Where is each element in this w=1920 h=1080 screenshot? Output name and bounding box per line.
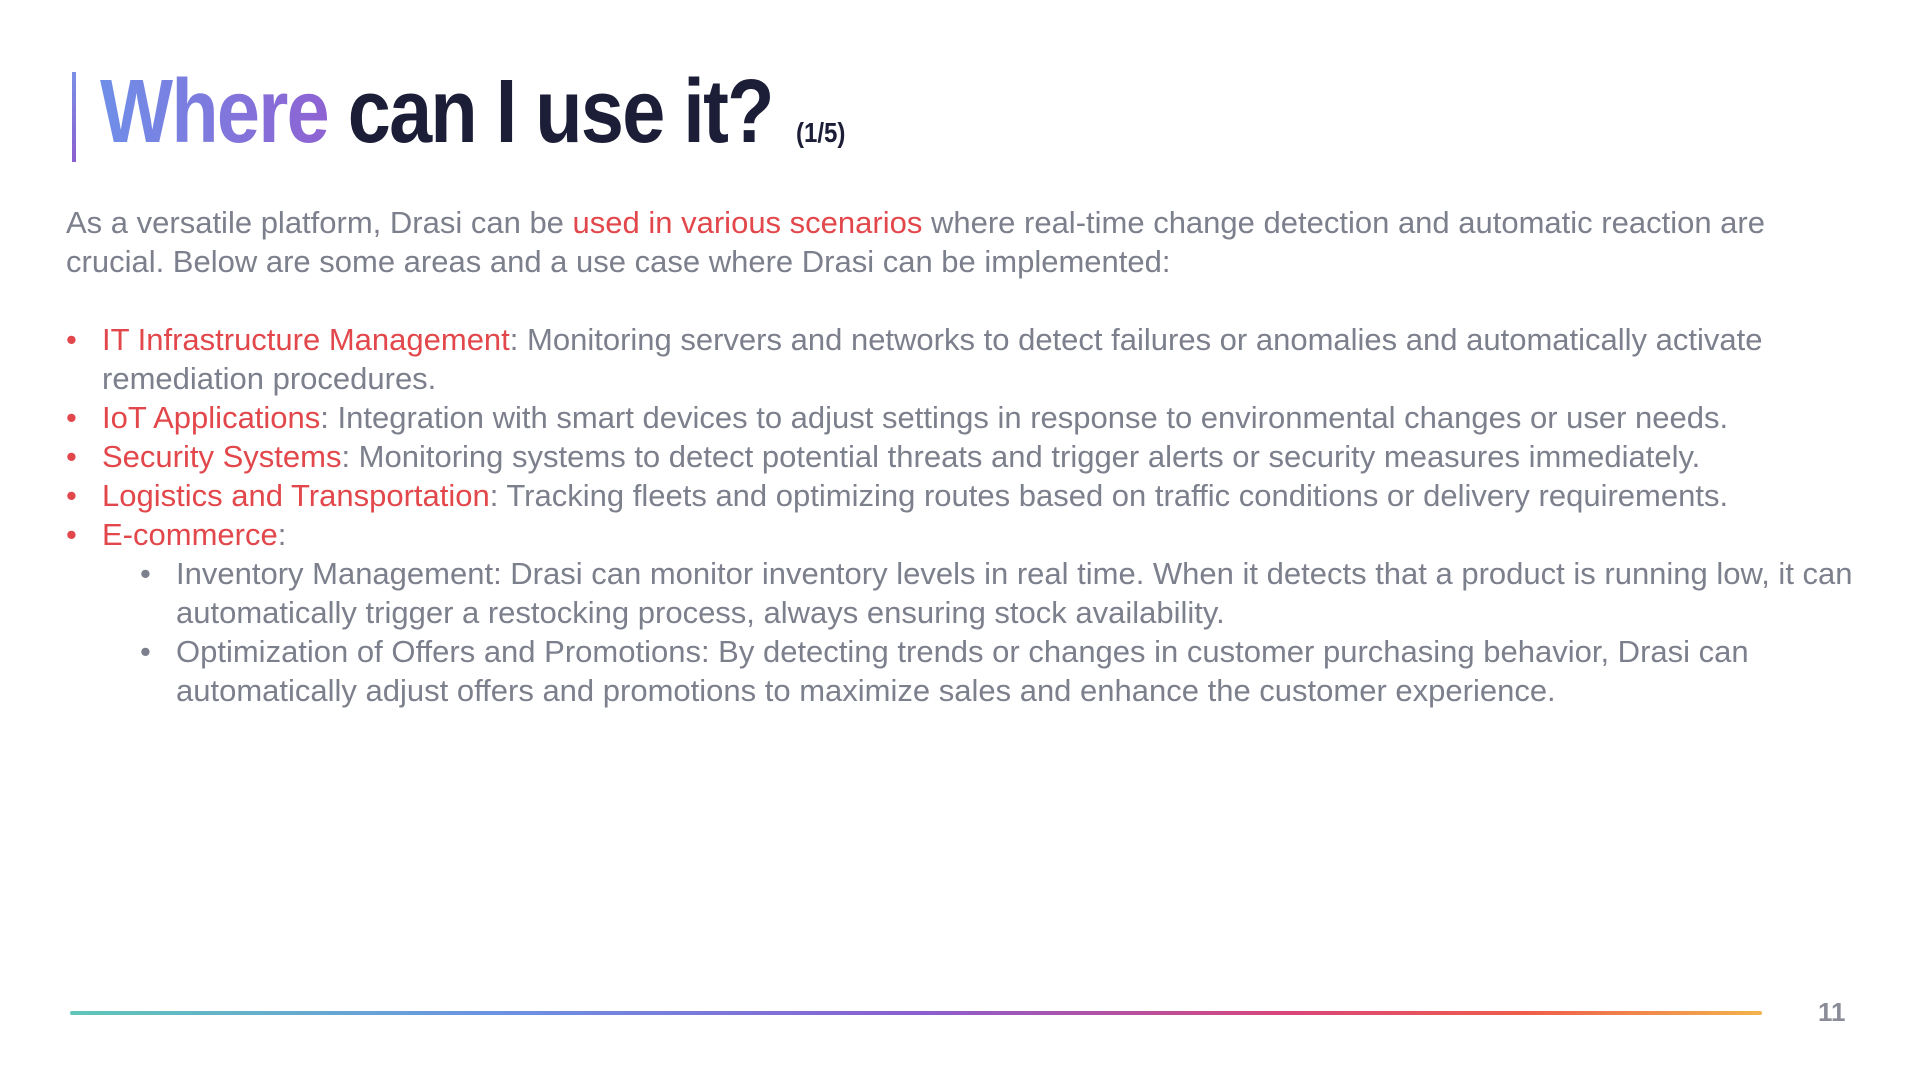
list-item-term: IT Infrastructure Management <box>102 322 510 357</box>
list-item-term: Logistics and Transportation <box>102 478 490 513</box>
slide-body <box>66 203 1866 710</box>
sublist-item-inventory <box>140 554 1866 632</box>
list-item-text: : <box>277 517 287 552</box>
sublist-item-text: Inventory Management: Drasi can monitor inventory levels in real time. When it detects that a product is running low, it can automatically trigger a restocking process, always ensuring stock availability. <box>176 556 1853 630</box>
use-case-list <box>66 320 1866 710</box>
list-item-term: E-commerce <box>102 517 278 552</box>
title-accent-bar <box>72 72 76 162</box>
list-item-logistics <box>66 476 1866 515</box>
list-item-text: : Monitoring servers and networks to detect failures or anomalies and automatically activate remediation procedures. <box>102 322 1763 396</box>
footer-gradient-divider <box>70 1011 1762 1015</box>
list-item-term: IoT Applications <box>102 400 321 435</box>
list-item-ecommerce <box>66 515 1866 710</box>
intro-text-before: As a versatile platform, Drasi can be <box>66 205 573 240</box>
sub-bullet-dot: • <box>140 634 151 669</box>
intro-text-after: where real-time change detection and automatic reaction are crucial. Below are some areas and a use case where Drasi can be implemented: <box>66 205 1765 279</box>
ecommerce-sublist <box>102 554 1866 710</box>
sublist-item-text: Optimization of Offers and Promotions: By detecting trends or changes in customer purchasing behavior, Drasi can automatically adjust offers and promotions to maximize sales and enhance the customer experience. <box>176 634 1749 708</box>
list-item-text: : Integration with smart devices to adjust settings in response to environmental changes or user needs. <box>320 400 1729 435</box>
list-item-term: Security Systems <box>102 439 342 474</box>
page-number: 11 <box>1818 997 1846 1027</box>
list-item-security <box>66 437 1866 476</box>
bullet-dot: • <box>66 517 77 552</box>
list-item-iot <box>66 398 1866 437</box>
bullet-dot: • <box>66 400 77 435</box>
bullet-dot: • <box>66 478 77 513</box>
intro-highlight: used in various scenarios <box>572 205 923 240</box>
intro-paragraph <box>66 203 1866 281</box>
sublist-item-offers <box>140 632 1866 710</box>
bullet-dot: • <box>66 439 77 474</box>
list-item-it-infrastructure <box>66 320 1866 398</box>
list-item-text: : Tracking fleets and optimizing routes based on traffic conditions or delivery requirements. <box>489 478 1729 513</box>
bullet-dot: • <box>66 322 77 357</box>
title-main-text: can I use it? <box>347 62 773 162</box>
list-item-text: : Monitoring systems to detect potential threats and trigger alerts or security measures immediately. <box>341 439 1701 474</box>
title-accent-word: Where <box>100 62 328 162</box>
title-page-counter: (1/5) <box>795 117 846 148</box>
page-title <box>100 62 845 183</box>
sub-bullet-dot: • <box>140 556 151 591</box>
